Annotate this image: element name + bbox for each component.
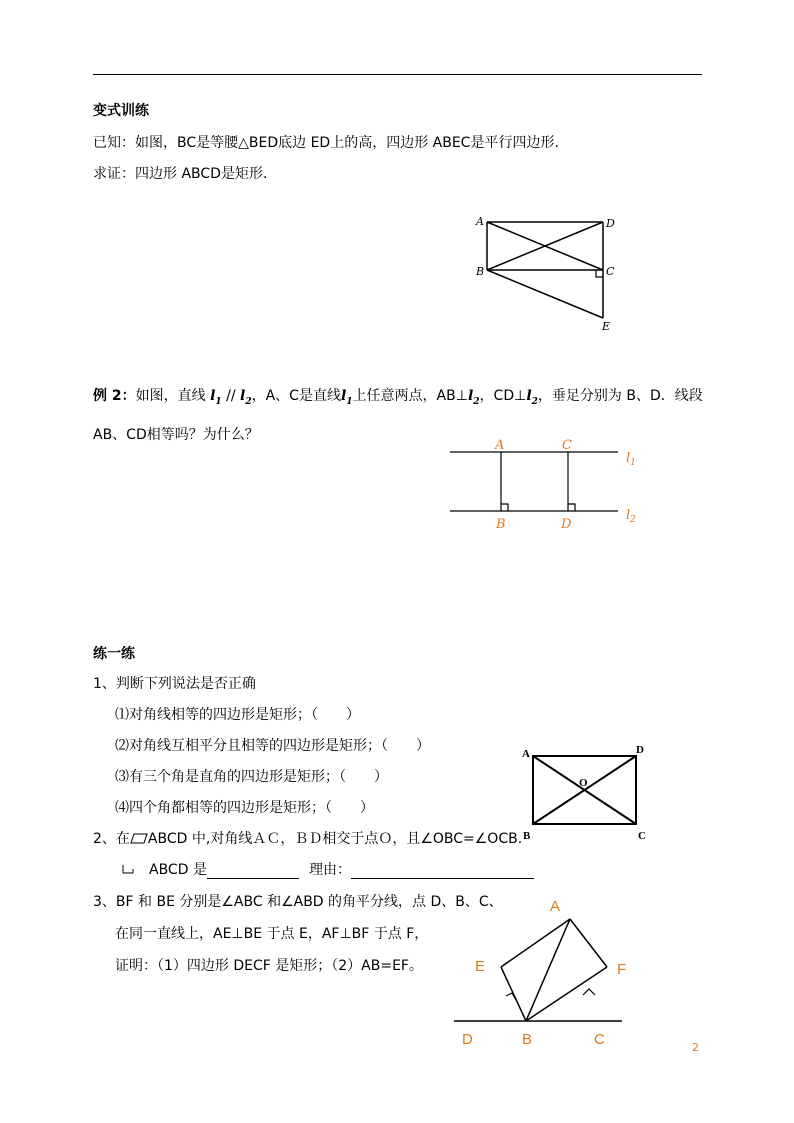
answer-blank-reason[interactable] [351,864,534,879]
parallel-symbol: // [221,388,241,404]
question-3-line-3: 证明：（1）四边形 DECF 是矩形；（2）AB=EF。 [115,958,423,974]
label-c: C [606,265,615,278]
parallelogram-symbol-icon [121,864,135,875]
figure-angle-bisectors [452,893,632,1053]
question-2-text: ABCD 中,对角线ＡＣ，ＢＤ相交于点Ｏ，且∠OBC=∠OCB. [147,831,523,847]
right-angle-mark-d [568,504,575,511]
example2-text-e: ，垂足分别为 B、D．线段 [537,388,703,404]
prove-statement: 求证：四边形 ABCD是矩形． [93,166,277,182]
label-b: B [523,830,531,842]
question-1-item-3: ⑶有三个角是直角的四边形是矩形；（ ） [115,769,388,785]
label-d: D [462,1031,473,1048]
label-b: B [522,1031,533,1048]
right-angle-mark-c [596,270,603,277]
label-f: F [617,961,627,978]
answer-blank-1[interactable] [207,864,299,879]
line-l2-symbol-3: $l_2$ [526,388,538,407]
label-d: D [636,744,644,756]
question-1-item-2: ⑵对角线互相平分且相等的四边形是矩形；（ ） [115,738,430,754]
label-a: A [476,215,484,228]
right-angle-mark-b [501,504,508,511]
label-a: A [550,898,561,915]
page-number: 2 [692,1041,699,1054]
right-angle-mark-f [583,989,595,995]
example2-line2: AB、CD相等吗？为什么？ [93,427,259,443]
segment-eb [501,967,526,1021]
label-d: D [606,217,615,230]
example2-text-d: ，CD⊥ [479,388,527,404]
section-heading-variant-training: 变式训练 [93,103,149,119]
given-statement: 已知：如图，BC是等腰△BED底边 ED上的高，四边形 ABEC是平行四边形． [93,135,569,151]
example2-label: 例 2： [93,388,136,404]
label-b: B [476,265,485,278]
practice-heading: 练一练 [93,646,135,662]
label-a: A [495,438,505,453]
segment-af [570,919,607,967]
reason-label: 理由： [308,862,351,878]
header-rule [93,74,702,75]
figure-parallel-lines [448,435,648,535]
example2-text-c: 上任意两点，AB⊥ [352,388,468,404]
figure-parallelogram-abcd [470,210,620,340]
question-2-prefix: 2、在 [93,831,130,847]
label-e: E [475,958,486,975]
question-1-item-1: ⑴对角线相等的四边形是矩形；（ ） [115,707,360,723]
segment-be [487,270,603,318]
example2-line1 [93,387,703,411]
label-o: O [579,777,588,789]
label-c: C [562,438,572,453]
label-c: C [638,830,646,842]
label-e: E [602,320,611,333]
question-3-line-2: 在同一直线上，AE⊥BE 于点 E，AF⊥BF 于点 F， [115,926,429,942]
question-1-item-4: ⑷四个角都相等的四边形是矩形；（ ） [115,800,374,816]
parallelogram-symbol-icon [130,833,148,844]
question-3-line-1: 3、BF 和 BE 分别是∠ABC 和∠ABD 的角平分线，点 D、B、C、 [93,894,503,910]
label-a: A [522,748,530,760]
line-l1-symbol: $l_1$ [210,388,222,407]
line-l2-symbol-2: $l_2$ [467,388,480,407]
line-l1-symbol-2: $l_1$ [340,388,353,407]
label-b: B [496,517,506,532]
figure-rectangle-abcd [518,742,650,842]
example2-text-b: ，A、C是直线 [251,388,341,404]
right-angle-mark-e [506,993,516,1000]
example2-text-a: 如图，直线 [135,388,206,404]
question-1: 1、判断下列说法是否正确 [93,676,256,692]
label-d: D [561,517,572,532]
label-l2: $l_2$ [626,508,636,525]
question-2-answer-prefix: ABCD 是 [149,862,207,878]
question-2-answer-line [121,861,534,879]
question-2 [93,830,522,848]
label-l1: $l_1$ [626,451,636,468]
label-c: C [594,1031,605,1048]
line-l2-symbol: $l_2$ [240,388,252,407]
